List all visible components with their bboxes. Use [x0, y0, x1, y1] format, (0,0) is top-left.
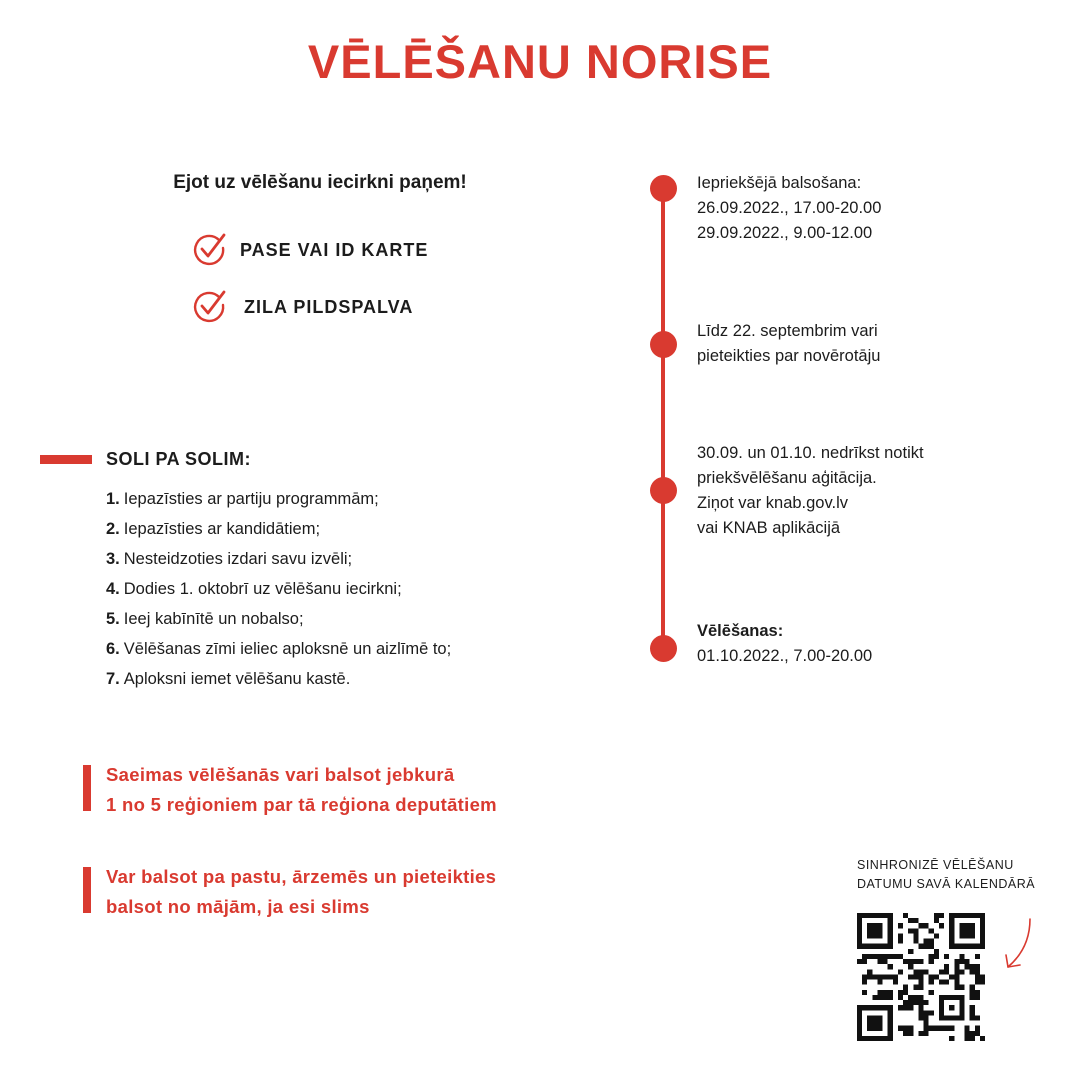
take-item-pen — [192, 287, 413, 327]
timeline-line-text: 29.09.2022., 9.00-12.00 — [697, 224, 873, 242]
list-item — [106, 574, 451, 604]
step-text: Iepazīsties ar partiju programmām; — [123, 490, 379, 508]
step-number: 2. — [106, 520, 120, 538]
arrow-icon — [1000, 915, 1040, 973]
take-along-heading: Ejot uz vēlēšanu iecirkni paņem! — [173, 172, 467, 193]
step-text: Dodies 1. oktobrī uz vēlēšanu iecirkni; — [123, 580, 402, 598]
timeline-line-text: vai KNAB aplikācijā — [697, 519, 841, 537]
timeline-line-text: pieteikties par novērotāju — [697, 347, 881, 365]
check-circle-icon — [192, 232, 228, 268]
take-item-passport — [192, 230, 428, 270]
take-item-label: ZILA PILDSPALVA — [244, 296, 414, 317]
list-item — [106, 634, 451, 664]
step-text: Ieej kabīnītē un nobalso; — [123, 610, 304, 628]
steps-accent-bar — [40, 455, 92, 464]
step-number: 4. — [106, 580, 120, 598]
step-number: 7. — [106, 670, 120, 688]
note-accent-bar — [83, 867, 91, 913]
qr-code[interactable] — [857, 913, 985, 1041]
note-line: Var balsot pa pastu, ārzemēs un pieteikties — [106, 866, 497, 887]
timeline-line — [661, 188, 665, 650]
note-line: 1 no 5 reģioniem par tā reģiona deputātiem — [106, 794, 497, 815]
note-line: Saeimas vēlēšanās vari balsot jebkurā — [106, 764, 455, 785]
timeline-election-day — [697, 619, 872, 669]
timeline-dot — [650, 477, 677, 504]
timeline-observer — [697, 319, 880, 369]
qr-caption — [857, 856, 1035, 894]
take-item-label: PASE VAI ID KARTE — [240, 239, 429, 260]
timeline-early-voting — [697, 171, 881, 246]
list-item — [106, 484, 451, 514]
timeline-line-text: 30.09. un 01.10. nedrīkst notikt — [697, 444, 924, 462]
step-text: Nesteidzoties izdari savu izvēli; — [123, 550, 353, 568]
timeline-line-text: Ziņot var knab.gov.lv — [697, 494, 849, 512]
list-item — [106, 604, 451, 634]
timeline-dot — [650, 331, 677, 358]
step-number: 3. — [106, 550, 120, 568]
timeline-dot — [650, 635, 677, 662]
note-line: balsot no mājām, ja esi slims — [106, 896, 370, 917]
step-text: Iepazīsties ar kandidātiem; — [123, 520, 321, 538]
check-circle-icon — [192, 289, 228, 325]
timeline-dot — [650, 175, 677, 202]
note-mail-vote — [106, 862, 496, 922]
note-accent-bar — [83, 765, 91, 811]
step-text: Vēlēšanas zīmi ieliec aploksnē un aizlīmē to; — [123, 640, 452, 658]
timeline-line-text: 26.09.2022., 17.00-20.00 — [697, 199, 882, 217]
page-title: VĒLĒŠANU NORISE — [307, 35, 773, 88]
steps-list — [106, 484, 451, 694]
timeline-campaign-ban — [697, 441, 924, 541]
qr-caption-line: SINHRONIZĒ VĒLĒŠANU — [857, 858, 1014, 872]
timeline-line-text: Iepriekšējā balsošana: — [697, 174, 862, 192]
list-item — [106, 664, 451, 694]
step-number: 6. — [106, 640, 120, 658]
list-item — [106, 514, 451, 544]
timeline-line-text: priekšvēlēšanu aģitācija. — [697, 469, 877, 487]
qr-caption-line: DATUMU SAVĀ KALENDĀRĀ — [857, 877, 1036, 891]
list-item — [106, 544, 451, 574]
step-number: 5. — [106, 610, 120, 628]
timeline-line-text: Vēlēšanas: — [697, 622, 784, 640]
timeline-line-text: Līdz 22. septembrim vari — [697, 322, 878, 340]
timeline-line-text: 01.10.2022., 7.00-20.00 — [697, 647, 873, 665]
note-regions — [106, 760, 497, 820]
step-text: Aploksni iemet vēlēšanu kastē. — [123, 670, 351, 688]
steps-heading: SOLI PA SOLIM: — [106, 449, 251, 469]
step-number: 1. — [106, 490, 120, 508]
